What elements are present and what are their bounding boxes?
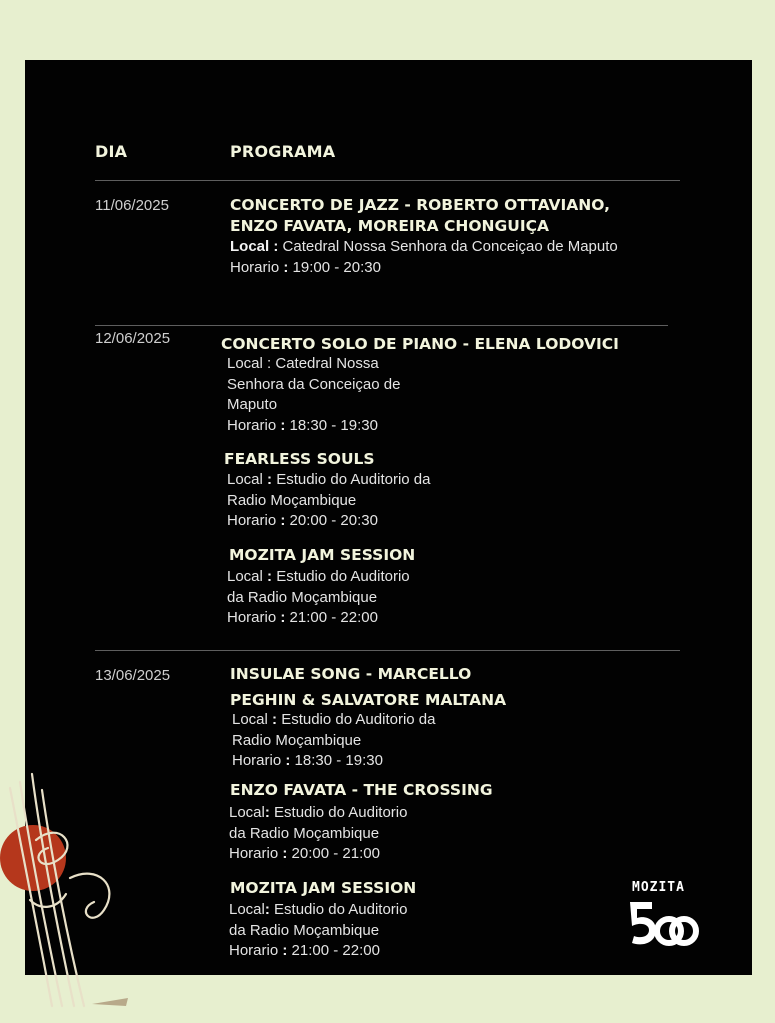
event-location: Local : Catedral Nossa (227, 355, 379, 372)
day-date: 11/06/2025 (95, 197, 169, 214)
event-details: Local: Estudio do Auditorio da Radio Moçambique Horario : 21:00 - 22:00 (229, 900, 407, 962)
event-time: Horario : 19:00 - 20:30 (230, 258, 381, 276)
column-header-program: PROGRAMA (230, 142, 336, 161)
event-details: Local : Catedral Nossa Senhora da Conceiçao de Maputo Horario : 18:30 - 19:30 (227, 354, 400, 436)
event-time: Horario : 20:00 - 20:30 (227, 512, 378, 529)
event-title: FEARLESS SOULS (224, 450, 375, 468)
day-divider (95, 650, 680, 651)
event-title: CONCERTO SOLO DE PIANO - ELENA LODOVICI (221, 335, 619, 353)
event-location: Local: Estudio do Auditorio (229, 901, 408, 918)
day-date: 13/06/2025 (95, 667, 171, 684)
event-title: MOZITA JAM SESSION (229, 546, 416, 564)
event-details: Local: Estudio do Auditorio da Radio Moçambique Horario : 20:00 - 21:00 (229, 803, 407, 865)
column-header-day: DIA (95, 142, 128, 161)
event-title: CONCERTO DE JAZZ - ROBERTO OTTAVIANO, ENZO FAVATA, MOREIRA CHONGUIÇA (230, 196, 610, 235)
event-time: Horario : 21:00 - 22:00 (227, 609, 378, 626)
event-title: ENZO FAVATA - THE CROSSING (230, 781, 493, 799)
event-title: INSULAE SONG - MARCELLO PEGHIN & SALVATORE MALTANA (230, 665, 507, 709)
day-date: 12/06/2025 (95, 330, 171, 347)
event-time: Horario : 20:00 - 21:00 (229, 845, 380, 862)
event-time: Horario : 18:30 - 19:30 (227, 416, 378, 434)
header-divider (95, 180, 680, 181)
guitar-illustration (0, 760, 140, 1010)
event-location: Local : Estudio do Auditorio da (232, 711, 436, 728)
day-divider (95, 325, 668, 326)
event-details: Local : Estudio do Auditorio da Radio Moçambique Horario : 18:30 - 19:30 (232, 710, 435, 772)
event-location: Local : Estudio do Auditorio (227, 568, 410, 585)
event-time: Horario : 21:00 - 22:00 (229, 942, 380, 959)
event-details: Local : Estudio do Auditorio da Radio Moçambique Horario : 20:00 - 20:30 (227, 470, 430, 532)
event-location: Local : Estudio do Auditorio da (227, 471, 431, 488)
event-details (230, 237, 643, 278)
logo-word: MOZITA (632, 880, 685, 895)
event-location: Local: Estudio do Auditorio (229, 804, 408, 821)
event-title: MOZITA JAM SESSION (230, 879, 417, 897)
logo-number-50 (622, 898, 702, 954)
event-details: Local : Estudio do Auditorio da Radio Moçambique Horario : 21:00 - 22:00 (227, 567, 410, 629)
mozita-50-logo (622, 880, 702, 952)
event-time: Horario : 18:30 - 19:30 (232, 752, 383, 769)
event-location: Local : Catedral Nossa Senhora da Conceiçao de Maputo (230, 238, 618, 255)
